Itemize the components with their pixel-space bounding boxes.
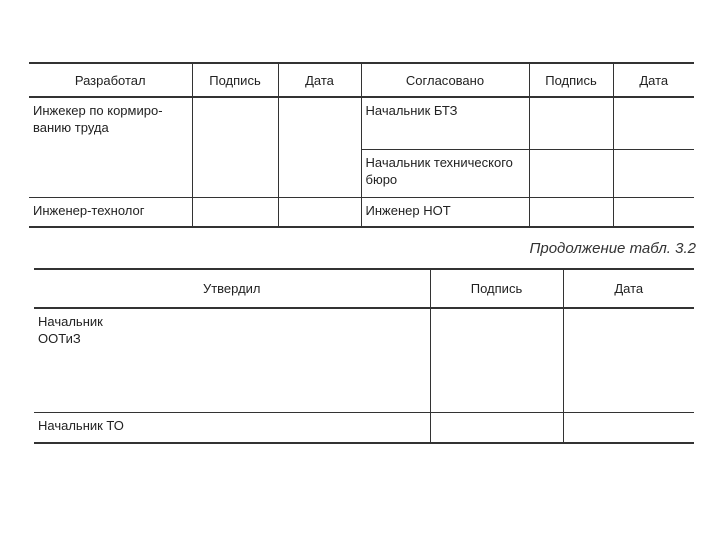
table-continuation-caption: Продолжение табл. 3.2 [529,240,696,257]
date-cell [613,149,694,197]
approval-table-top [29,62,694,228]
cell-head-btz [361,97,529,149]
cell-text: Начальник ТО [38,417,124,433]
cell-head-to [34,412,430,443]
date-cell [613,97,694,149]
header-agreed: Согласовано [361,63,529,97]
cell-head-ootiz [34,308,430,412]
cell-not-engineer [361,197,529,227]
date-cell [563,308,694,412]
signature-cell [529,149,613,197]
cell-head-tech-bureau [361,149,529,197]
signature-cell [430,308,563,412]
cell-text: ванию труда [33,120,109,135]
header-developed: Разработал [29,63,192,97]
cell-text: Начальник БТЗ [365,103,458,118]
approval-table-bottom [34,268,694,444]
signature-cell [430,412,563,443]
cell-text: Инженер НОТ [365,202,451,218]
cell-labor-engineer [29,97,192,197]
cell-text: Инжекер по кормиро- [33,103,163,118]
header-date: Дата [613,63,694,97]
header-approved: Утвердил [34,269,430,308]
date-cell [613,197,694,227]
date-cell [278,197,361,227]
signature-cell [192,197,278,227]
date-cell [563,412,694,443]
cell-process-engineer [29,197,192,227]
header-date: Дата [278,63,361,97]
header-signature: Подпись [192,63,278,97]
signature-cell [529,97,613,149]
header-signature: Подпись [529,63,613,97]
cell-text: ООТиЗ [38,331,81,346]
signature-cell [192,97,278,197]
signature-cell [529,197,613,227]
cell-text: Инженер-технолог [33,202,145,218]
cell-text: бюро [365,171,398,187]
cell-text: Начальник [38,314,103,329]
header-signature: Подпись [430,269,563,308]
header-date: Дата [563,269,694,308]
cell-text: Начальник технического [365,154,513,170]
date-cell [278,97,361,197]
